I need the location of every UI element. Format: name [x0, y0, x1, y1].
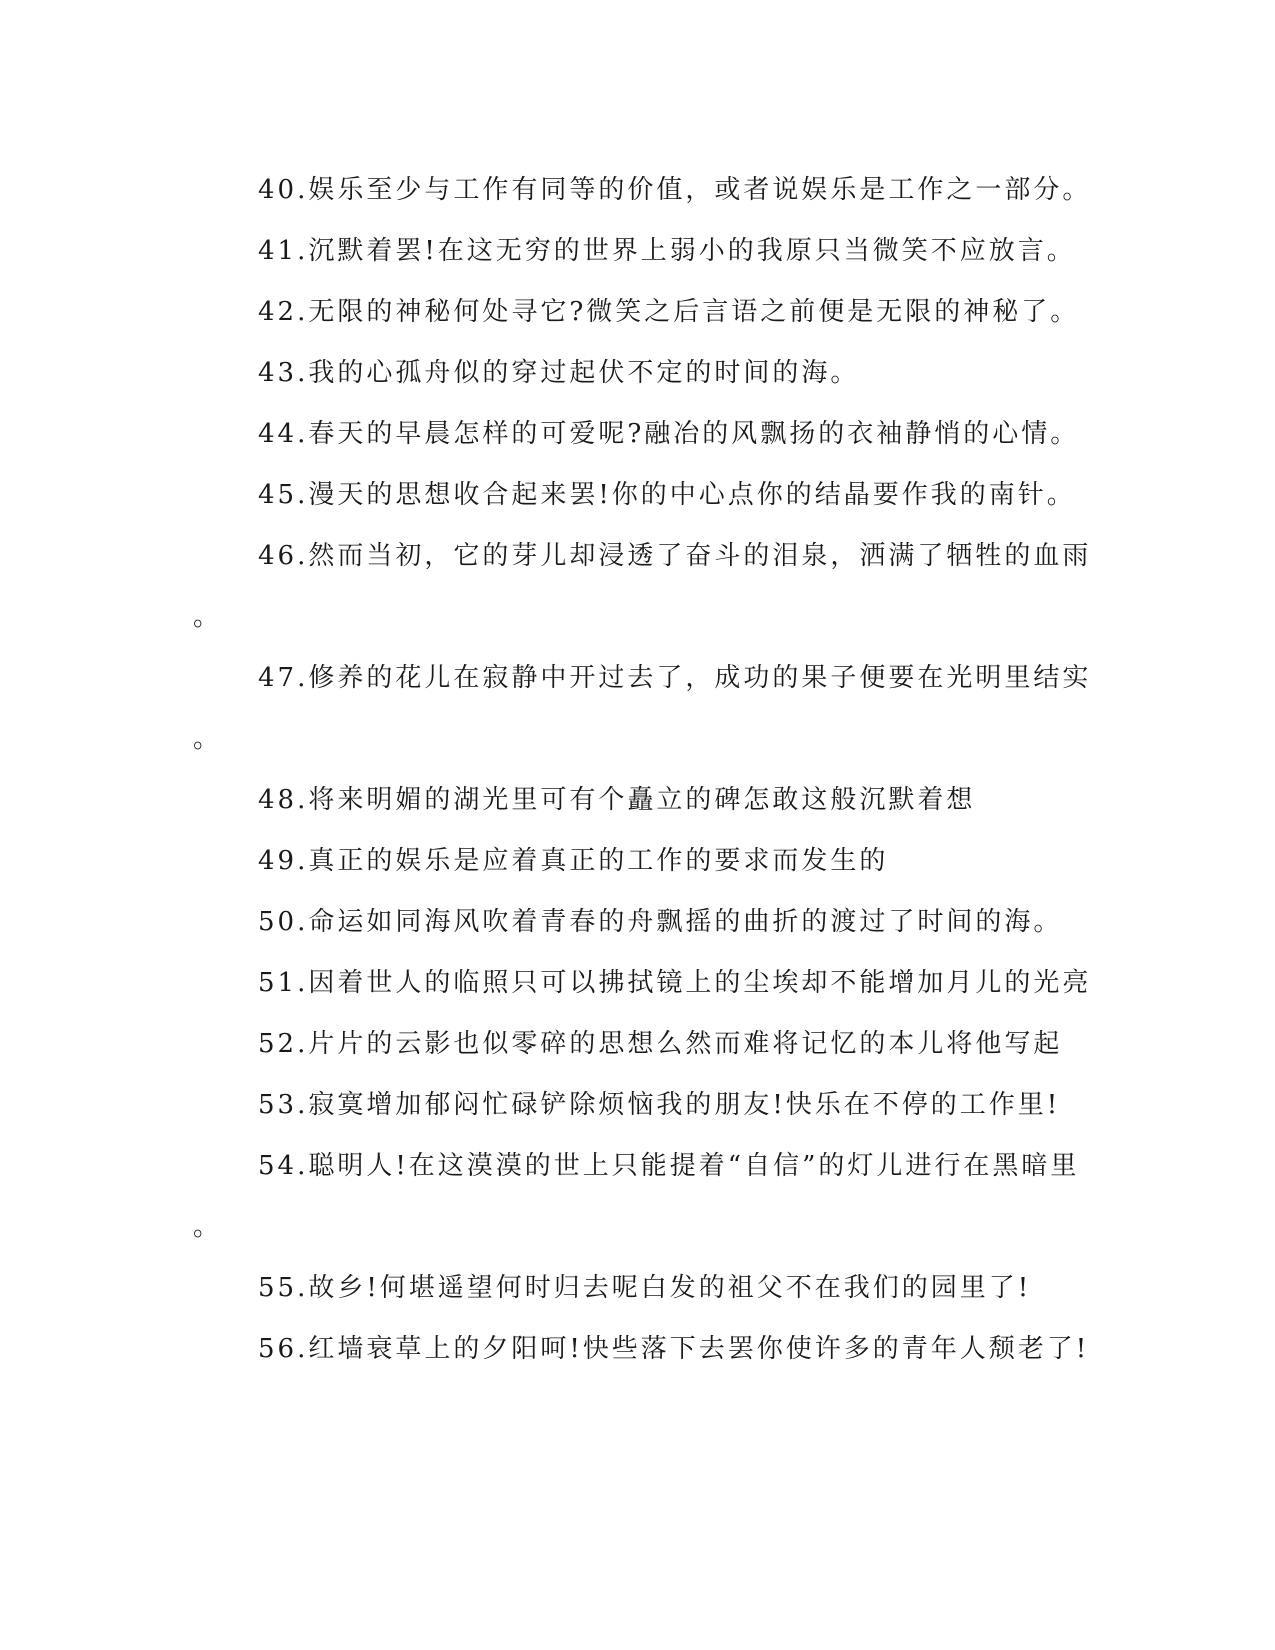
quote-line-45: 45.漫天的思想收合起来罢!你的中心点你的结晶要作我的南针。	[258, 480, 1076, 510]
quote-line-50: 50.命运如同海风吹着青春的舟飘摇的曲折的渡过了时间的海。	[258, 907, 1063, 937]
quote-line-48: 48.将来明媚的湖光里可有个矗立的碑怎敢这般沉默着想	[258, 785, 976, 815]
quote-line-43: 43.我的心孤舟似的穿过起伏不定的时间的海。	[258, 358, 860, 388]
quote-line-40: 40.娱乐至少与工作有同等的价值，或者说娱乐是工作之一部分。	[258, 175, 1092, 205]
quote-line-47: 47.修养的花儿在寂静中开过去了，成功的果子便要在光明里结实	[258, 663, 1092, 693]
quote-line-49: 49.真正的娱乐是应着真正的工作的要求而发生的	[258, 846, 889, 876]
quote-line-51: 51.因着世人的临照只可以拂拭镜上的尘埃却不能增加月儿的光亮	[258, 968, 1092, 998]
quote-line-46: 46.然而当初，它的芽儿却浸透了奋斗的泪泉，洒满了牺牲的血雨	[258, 541, 1092, 571]
quote-line-53: 53.寂寞增加郁闷忙碌铲除烦恼我的朋友!快乐在不停的工作里!	[258, 1090, 1061, 1120]
quote-line-52: 52.片片的云影也似零碎的思想么然而难将记忆的本儿将他写起	[258, 1029, 1063, 1059]
quote-line-42: 42.无限的神秘何处寻它?微笑之后言语之前便是无限的神秘了。	[258, 297, 1080, 327]
quote-line-56: 56.红墙衰草上的夕阳呵!快些落下去罢你使许多的青年人颓老了!	[258, 1334, 1090, 1364]
quote-line-47-continuation: 。	[193, 724, 223, 754]
quote-line-41: 41.沉默着罢!在这无穷的世界上弱小的我原只当微笑不应放言。	[258, 236, 1076, 266]
quote-list	[193, 160, 1092, 1380]
quote-line-44: 44.春天的早晨怎样的可爱呢?融冶的风飘扬的衣袖静悄的心情。	[258, 419, 1080, 449]
quote-line-54-continuation: 。	[193, 1212, 223, 1242]
quote-line-55: 55.故乡!何堪遥望何时归去呢白发的祖父不在我们的园里了!	[258, 1273, 1032, 1303]
quote-line-46-continuation: 。	[193, 602, 223, 632]
quote-line-54: 54.聪明人!在这漠漠的世上只能提着“自信”的灯儿进行在黑暗里	[258, 1151, 1080, 1181]
